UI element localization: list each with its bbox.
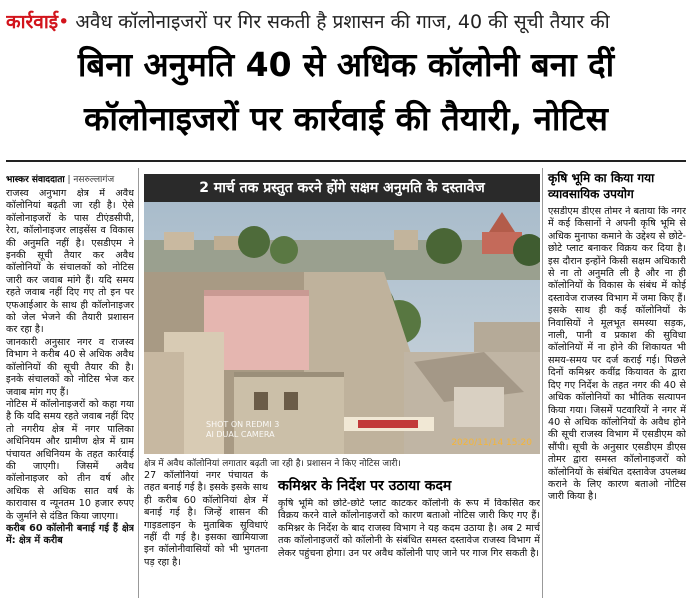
story2-text: कृषि भूमि को छोटे-छोटे प्लाट काटकर कॉलोनी के रूप में विकसित कर विक्रय करने वाले कॉलोनाइजरों को कारण बताओ नोटिस जारी किए गए हैं। कमिश्नर के निर्देश के बाद राजस्व विभाग ने यह कदम उठाया है। अब 2 मार्च तक कॉलोनाइजरों को कॉलोनी के संबंधित समस्त दस्तावेज राजस्व विभाग में लेकर पहुंचना होगा। उन पर अवैध कॉलोनी पाए जाने पर गाज गिर सकती है। [278, 498, 540, 559]
left-paragraph: नोटिस में कॉलोनाइजरों को कहा गया है कि यदि समय रहते जवाब नहीं दिए तो नगरीय क्षेत्र में नगर पालिका अधिनियम और ग्रामीण क्षेत्र में ग्राम पंचायत अधिनियम के तहत कार्रवाई की जाएगी। जिसमें अवैध कॉलोनाइजर को तीन वर्ष और अधिक से अधिक सात वर्ष के कारावास व न्यूनतम 10 हजार रुपए के जुर्माने से दंडित किया जाएगा। [6, 398, 134, 522]
headline-line-1: बिना अनुमति 40 से अधिक कॉलोनी बना दीं [77, 45, 615, 84]
camera-stamp-line-2: AI DUAL CAMERA [206, 430, 275, 439]
photo-title-bar: 2 मार्च तक प्रस्तुत करने होंगे सक्षम अनुमति के दस्तावेज [144, 174, 540, 202]
kicker-label: कार्रवाई [6, 11, 59, 33]
kicker-bullet: • [58, 11, 70, 33]
column-divider-left [138, 168, 139, 598]
camera-stamp [206, 420, 279, 440]
photo-caption: क्षेत्र में अवैध कॉलोनियां लगातार बढ़ती जा रही है। प्रशासन ने किए नोटिस जारी। [144, 459, 401, 469]
left-paragraph: करीब 60 कॉलोनी बनाई गई हैं क्षेत्र में: क्षेत्र में करीब [6, 522, 134, 547]
mid-column-text: 27 कॉलोनियां नगर पंचायत के तहत बनाई गई है। इसके इसके साथ ही करीब 60 कॉलोनियां क्षेत्र में बनाई गई है। जिन्हें शासन की गाइडलाइन के मुताबिक सुविधाएं नहीं दी गई है। इसका खामियाजा इन कॉलोनीवासियों को भी भुगतना पड़ रहा है। [144, 470, 268, 568]
news-photo [144, 202, 540, 454]
camera-stamp-line-1: SHOT ON REDMI 3 [206, 420, 280, 429]
headline-line-2: कॉलोनाइजरों पर कार्रवाई की तैयारी, नोटिस [84, 99, 608, 138]
headline-divider [6, 160, 686, 162]
kicker-text: अवैध कॉलोनाइजरों पर गिर सकती है प्रशासन की गाज, 40 की सूची तैयार की [75, 11, 610, 33]
story2-subhead: कमिश्नर के निर्देश पर उठाया कदम [278, 478, 452, 494]
byline-place: नसरुल्लागंज [73, 175, 115, 185]
byline: भास्कर संवाददाता | नसरुल्लागंज [6, 175, 115, 185]
right-column-text: एसडीएम डीएस तोमर ने बताया कि नगर में कई किसानों ने अपनी कृषि भूमि से अधिक मुनाफा कमाने के उद्देश्य से छोटे-छोटे प्लाट बनाकर विक्रय कर दिया है। इस दौरान इन्होंने किसी सक्षम अधिकारी से ना तो अनुमति ली है और ना ही कॉलोनियों के विकास के संबंध में कोई दस्तावेज राजस्व विभाग में जमा किए हैं। इसके साथ ही कई कॉलोनियों के निवासियों ने मूलभूत समस्या सड़क, नाली, पानी व प्रकाश की सुविधा कॉलोनियों में ना होने की शिकायत भी समय-समय पर दर्ज कराई गई। पिछले दिनों कमिश्नर कवींद्र कियावत के द्वारा दिए गए निर्देश के तहत नगर की 40 से अधिक कॉलोनियों का भौतिक सत्यापन किया गया। जिसमें पटवारियों ने नगर में 40 से अधिक कॉलोनियों के अवैध होने की सूची राजस्व विभाग में एसडीएम को सौंपी। सूची के अनुसार एसडीएम डीएस तोमर द्वारा समस्त कॉलोनाइजरों को कॉलोनियों के संबंधित दस्तावेज उपलब्ध कराने के लिए कारण बताओ नोटिस जारी किया है। [548, 206, 686, 503]
left-paragraph: जानकारी अनुसार नगर व राजस्व विभाग ने करीब 40 से अधिक अवैध कॉलोनियों की सूची तैयार की है। इनके संचालकों को नोटिस भेज कर जवाब मांग गए हैं। [6, 336, 134, 398]
photo-timestamp: 2020/11/14 15:20 [451, 438, 532, 448]
byline-source: भास्कर संवाददाता [6, 175, 65, 185]
column-divider-right [542, 168, 543, 598]
left-paragraph: राजस्व अनुभाग क्षेत्र में अवैध कॉलोनियां बढ़ती जा रही है। ऐसे कॉलोनाइजरों के पास टीएंडसीपी, रेरा, कॉलोनाइजर लाइसेंस व विकास की अनुमति नहीं है। एसडीएम ने इनकी सूची तैयार कर अवैध कॉलोनियों के संचालकों को नोटिस जारी कर जवाब मांगे हैं। यदि समय रहते जवाब नहीं दिए गए तो इन पर एफआईआर के साथ ही कॉलोनाइजर को जेल भेजने की तैयारी प्रशासन कर रहा है। [6, 188, 134, 336]
right-column-heading: कृषि भूमि का किया गया व्यावसायिक उपयोग [548, 171, 655, 201]
photo-illustration [144, 202, 540, 454]
left-column-text [6, 188, 134, 598]
kicker-line [6, 4, 686, 40]
